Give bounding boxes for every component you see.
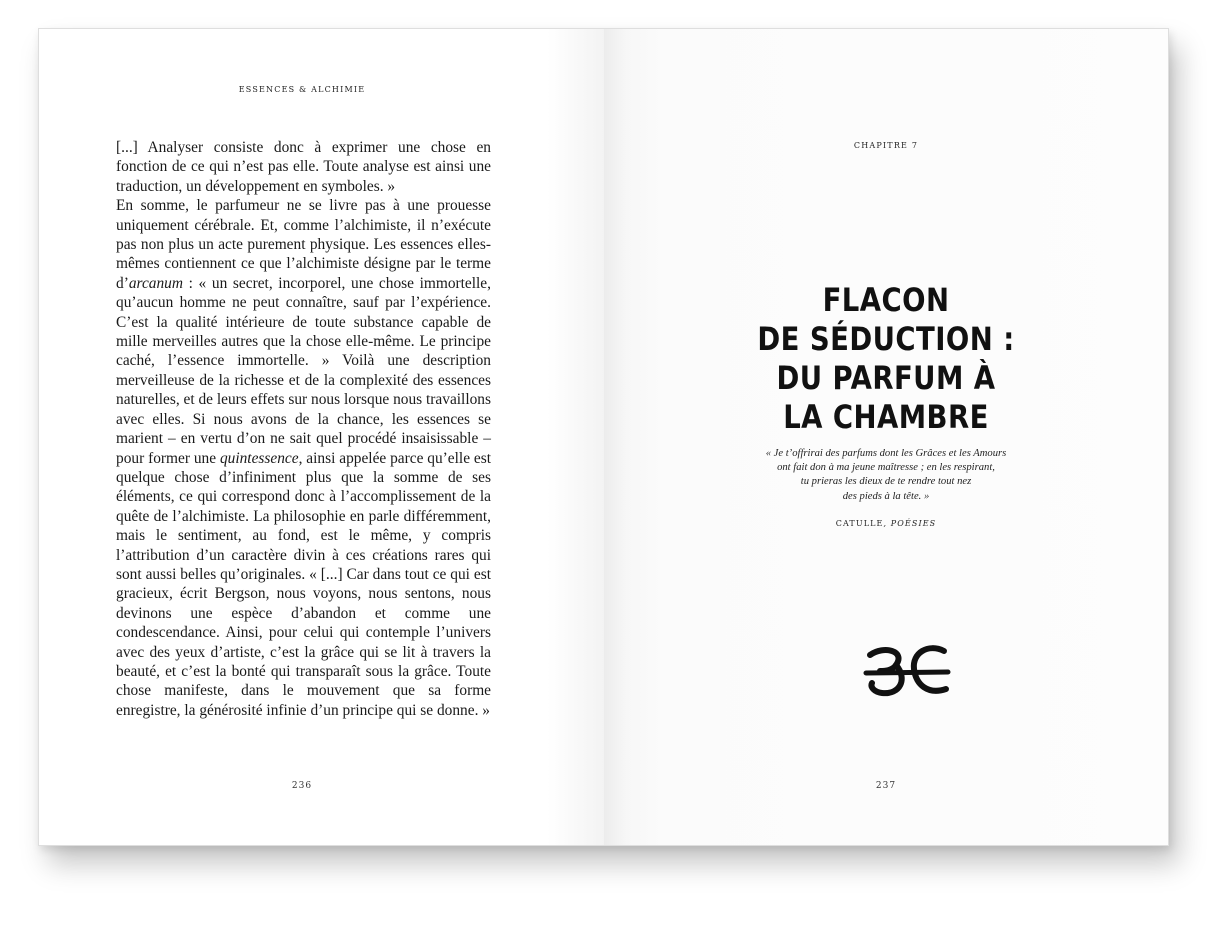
title-line: FLACON: [822, 281, 950, 319]
title-line: DU PARFUM À: [776, 359, 996, 397]
text-run: En somme, le parfumeur ne se livre pas à une prouesse uniquement cérébrale. Et, comme l’alchimiste, il n’exécute pas non plus un acte purement physique. Les essences elles-mêmes contiennent ce que l’alchimiste désigne par le terme d’: [116, 197, 491, 292]
book-spread: [38, 28, 1169, 846]
title-line: LA CHAMBRE: [783, 398, 989, 436]
paragraph: [116, 196, 491, 720]
alchemical-glyph-icon: [862, 641, 952, 701]
left-page: [38, 28, 604, 846]
body-text: [116, 138, 491, 720]
epigraph-line: « Je t’offrirai des parfums dont les Grâces et les Amours: [765, 448, 1007, 459]
page-number: 237: [875, 781, 897, 791]
text-run: , ainsi appelée parce qu’elle est quelque chose d’infiniment plus que la somme de ses éléments, ce qui correspond donc à l’accomplissement de la quête de l’alchimiste. La philosophie en parle différemment, mais le sentiment, au fond, est le même, y compris l’attribution d’un caractère divin à ces créations rares qui sont aussi belles qu’originales. « [...] Car dans tout ce qui est gracieux, écrit Bergson, nous voyons, nous sentons, nous devinons une espèce d’abandon et comme une condescendance. Ainsi, pour celui qui contemple l’univers avec des yeux d’artiste, c’est la grâce qui se lit à travers la beauté, et c’est la bonté qui transparaît sous la grâce. Toute chose manifeste, dans le mouvement que sa forme enregistre, la générosité infinie d’un principe qui se donne. »: [116, 449, 491, 719]
attribution-work: POÉSIES: [887, 519, 937, 528]
running-head: ESSENCES & ALCHIMIE: [238, 85, 366, 94]
attribution-author: CATULLE: [835, 519, 884, 528]
title-line: DE SÉDUCTION :: [757, 320, 1015, 358]
epigraph-line: tu prieras les dieux de te rendre tout nez: [800, 476, 972, 488]
right-page: [604, 28, 1169, 846]
epigraph: [604, 447, 1168, 504]
epigraph-attribution: [604, 519, 1168, 528]
italic-term: arcanum: [128, 274, 183, 292]
italic-term: quintessence: [219, 449, 299, 467]
text-run: : « un secret, incorporel, une chose immortelle, qu’aucun homme ne peut connaître, sauf par l’expérience. C’est la qualité intérieure de toute substance capable de mille merveilles autres que la chose elle-même. Le principe caché, l’essence immortelle. » Voilà une description merveilleuse de la richesse et de la complexité des essences naturelles, et de leurs effets sur nous lorsque nous travaillons avec elles. Si nous avons de la chance, les essences se marient – en vertu d’on ne sait quel procédé insaisissable – pour former une: [116, 274, 491, 467]
attribution-separator: ,: [883, 519, 888, 528]
chapter-label: CHAPITRE 7: [853, 141, 919, 150]
epigraph-line: ont fait don à ma jeune maîtresse ; en les respirant,: [777, 462, 995, 474]
chapter-title: [643, 281, 1128, 437]
page-number: 236: [291, 781, 313, 791]
paragraph: [...] Analyser consiste donc à exprimer une chose en fonction de ce qui n’est pas elle. Toute analyse est ainsi une traduction, un développement en symboles. »: [116, 139, 491, 195]
epigraph-line: des pieds à la tête. »: [842, 490, 930, 502]
